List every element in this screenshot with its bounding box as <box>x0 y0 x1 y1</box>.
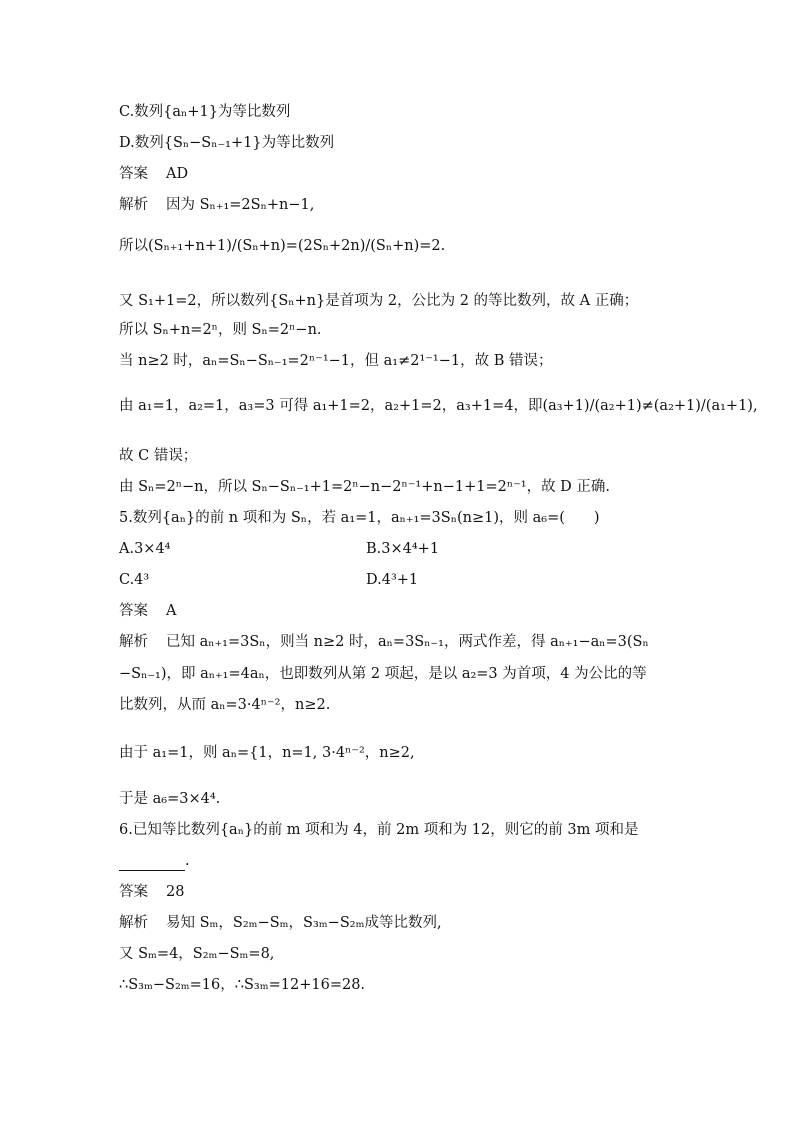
answer-blank <box>119 856 185 871</box>
q4-answer: AD <box>166 166 189 182</box>
q5-stem: 5.数列{aₙ}的前 n 项和为 Sₙ，若 a₁=1，aₙ₊₁=3Sₙ(n≥1)，则 a₆=( ) <box>119 510 600 526</box>
q6-answer: 28 <box>166 884 185 900</box>
q4-option-d: D.数列{Sₙ−Sₙ₋₁+1}为等比数列 <box>119 135 335 151</box>
q6-blank-line <box>119 851 190 871</box>
q4-analysis-text-1: 因为 Sₙ₊₁=2Sₙ+n−1, <box>166 197 315 213</box>
answer-label: 答案 <box>119 884 148 900</box>
q5-option-d: D.4³+1 <box>366 572 419 588</box>
q4-analysis-line-5: 当 n≥2 时，aₙ=Sₙ−Sₙ₋₁=2ⁿ⁻¹−1，但 a₁≠2¹⁻¹−1，故 B 错误； <box>119 353 553 369</box>
answer-label: 答案 <box>119 603 148 619</box>
q5-option-a: A.3×4⁴ <box>119 541 171 557</box>
q4-analysis-line-1 <box>119 195 314 215</box>
q4-analysis-line-3: 又 S₁+1=2，所以数列{Sₙ+n}是首项为 2，公比为 2 的等比数列，故 A 正确； <box>119 293 639 309</box>
q4-analysis-line-8: 由 Sₙ=2ⁿ−n，所以 Sₙ−Sₙ₋₁+1=2ⁿ−n−2ⁿ⁻¹+n−1+1=2ⁿ⁻¹，故 D 正确. <box>119 479 611 495</box>
q6-blank-tail: . <box>185 853 190 869</box>
answer-label: 答案 <box>119 166 148 182</box>
q6-analysis-line-2: 又 Sₘ=4，S₂ₘ−Sₘ=8, <box>119 946 275 962</box>
q5-answer-line <box>119 601 176 621</box>
q6-answer-line <box>119 882 184 902</box>
q4-analysis-line-4: 所以 Sₙ+n=2ⁿ，则 Sₙ=2ⁿ−n. <box>119 322 322 338</box>
q6-analysis-line-1 <box>119 913 442 933</box>
q5-option-c: C.4³ <box>119 572 150 588</box>
q5-answer: A <box>166 603 177 619</box>
q4-analysis-line-6: 由 a₁=1，a₂=1，a₃=3 可得 a₁+1=2，a₂+1=2，a₃+1=4，即(a₃+1)/(a₂+1)≠(a₂+1)/(a₁+1), <box>119 398 758 414</box>
q5-analysis-line-5: 于是 a₆=3×4⁴. <box>119 791 221 807</box>
q5-analysis-line-2: −Sₙ₋₁)，即 aₙ₊₁=4aₙ，也即数列从第 2 项起，是以 a₂=3 为首项，4 为公比的等 <box>119 666 647 682</box>
q6-analysis-line-3: ∴S₃ₘ−S₂ₘ=16，∴S₃ₘ=12+16=28. <box>119 977 366 993</box>
q4-answer-line <box>119 164 188 184</box>
q5-analysis-line-3: 比数列，从而 aₙ=3·4ⁿ⁻²，n≥2. <box>119 697 331 713</box>
q4-analysis-line-7: 故 C 错误； <box>119 448 198 464</box>
q5-option-b: B.3×4⁴+1 <box>366 541 440 557</box>
analysis-label: 解析 <box>119 634 148 650</box>
q5-analysis-text-1: 已知 aₙ₊₁=3Sₙ，则当 n≥2 时，aₙ=3Sₙ₋₁，两式作差，得 aₙ₊₁−aₙ=3(Sₙ <box>166 634 649 650</box>
q6-stem: 6.已知等比数列{aₙ}的前 m 项和为 4，前 2m 项和为 12，则它的前 3m 项和是 <box>119 822 639 838</box>
q4-analysis-line-2: 所以(Sₙ₊₁+n+1)/(Sₙ+n)=(2Sₙ+2n)/(Sₙ+n)=2. <box>119 238 446 254</box>
analysis-label: 解析 <box>119 915 148 931</box>
q5-analysis-line-1 <box>119 632 649 652</box>
q4-option-c: C.数列{aₙ+1}为等比数列 <box>119 104 291 120</box>
analysis-label: 解析 <box>119 197 148 213</box>
q6-analysis-text-1: 易知 Sₘ，S₂ₘ−Sₘ，S₃ₘ−S₂ₘ成等比数列, <box>166 915 442 931</box>
q5-analysis-line-4: 由于 a₁=1，则 aₙ={1，n=1, 3·4ⁿ⁻²，n≥2, <box>119 745 415 761</box>
